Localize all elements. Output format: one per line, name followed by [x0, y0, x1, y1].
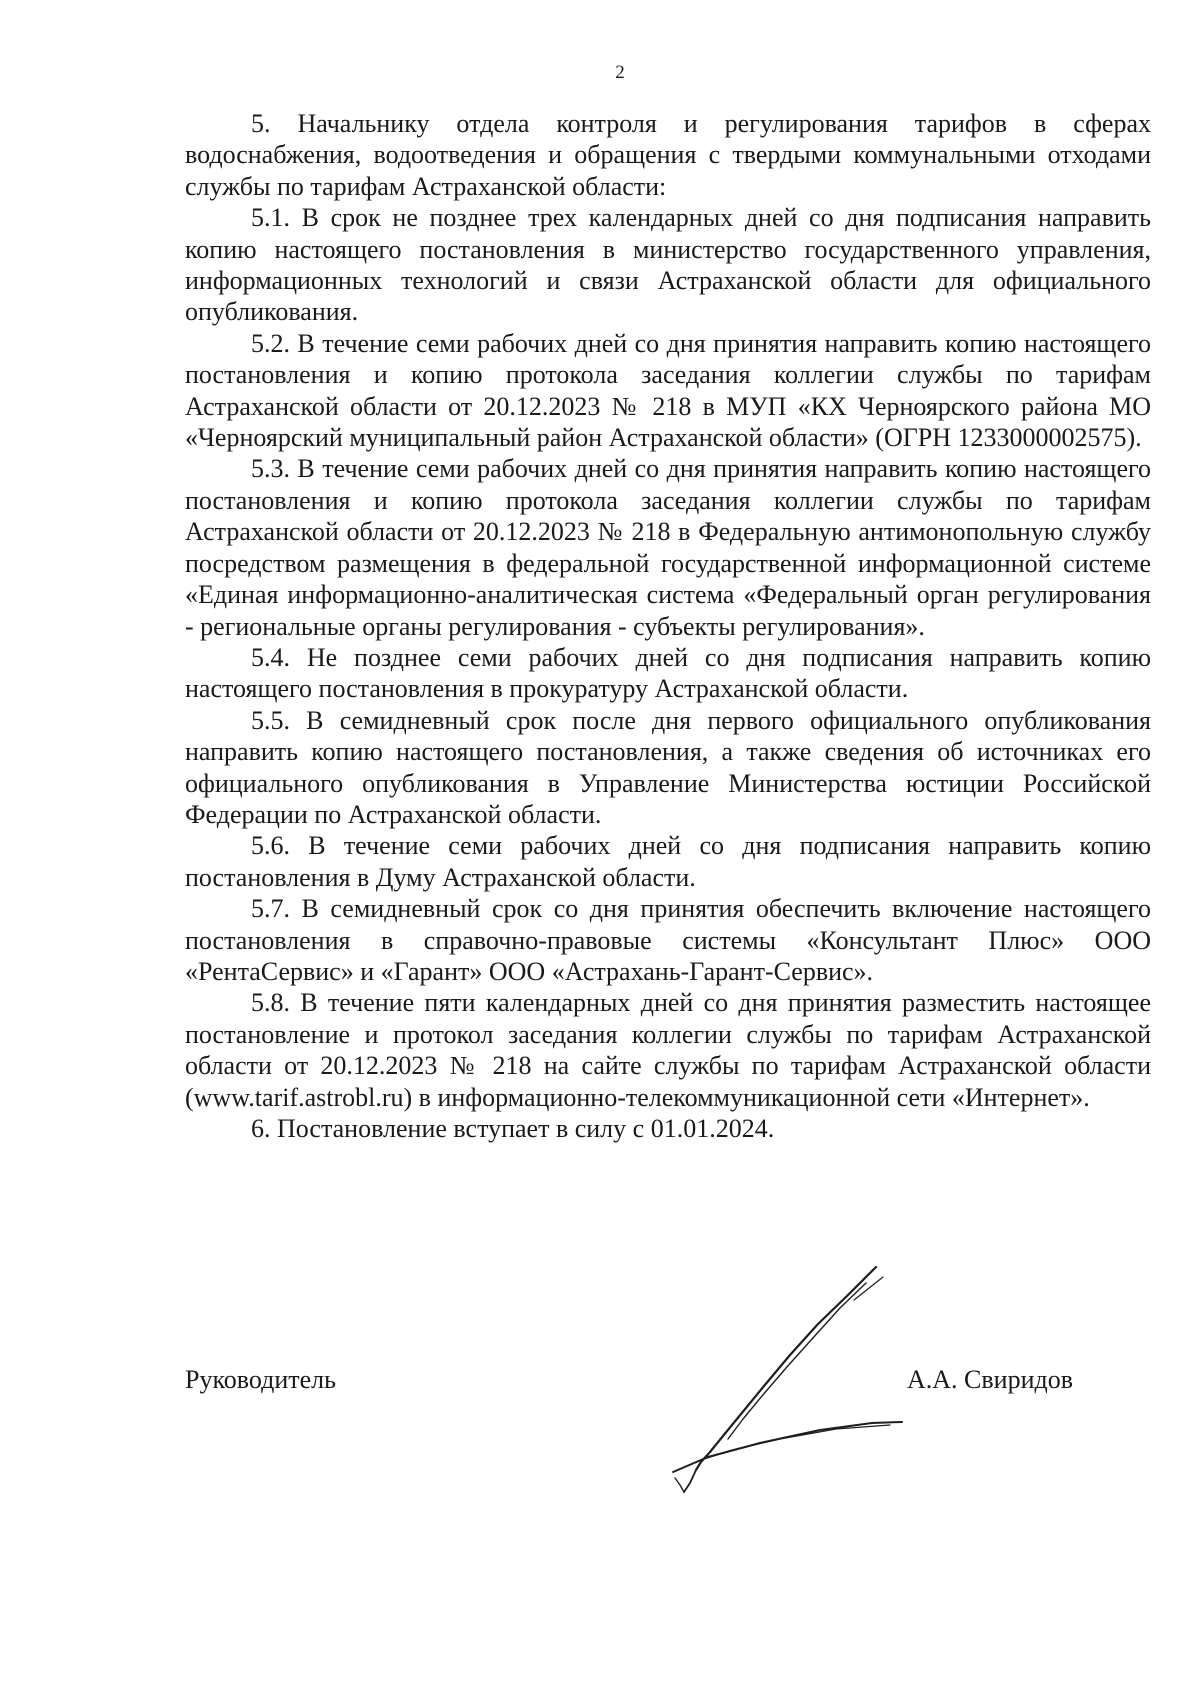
page-number: 2	[615, 62, 625, 83]
paragraph-5-2: 5.2. В течение семи рабочих дней со дня принятия направить копию настоящего постановления и копию протокола заседания коллегии службы по тарифам Астраханской области от 20.12.2023 № 218 в МУП «КХ Черноярского района МО «Черноярский муниципальный район Астраханской области» (ОГРН 1233000002575).	[185, 328, 1151, 453]
paragraph-5-8: 5.8. В течение пяти календарных дней со дня принятия разместить настоящее постановление и протокол заседания коллегии службы по тарифам Астраханской области от 20.12.2023 № 218 на сайте службы по тарифам Астраханской области (www.tarif.astrobl.ru) в информационно-телекоммуникационной сети «Интернет».	[185, 988, 1151, 1112]
paragraph-5-1: 5.1. В срок не позднее трех календарных дней со дня подписания направить копию настоящего постановления в министерство государственного управления, информационных технологий и связи Астраханской области для официального опубликования.	[185, 203, 1151, 327]
signature-name: А.А. Свиридов	[907, 1365, 1074, 1394]
signature-role: Руководитель	[185, 1365, 336, 1394]
signature-block	[185, 1365, 1151, 1405]
paragraph-5-6: 5.6. В течение семи рабочих дней со дня подписания направить копию постановления в Думу Астраханской области.	[185, 831, 1151, 892]
document-body	[185, 108, 1151, 1144]
paragraph-5-4: 5.4. Не позднее семи рабочих дней со дня подписания направить копию настоящего постановления в прокуратуру Астраханской области.	[185, 642, 1151, 704]
paragraph-5-5: 5.5. В семидневный срок после дня первого официального опубликования направить копию настоящего постановления, а также сведения об источниках его официального опубликования в Управление Министерства юстиции Российской Федерации по Астраханской области.	[185, 705, 1151, 829]
paragraph-5: 5. Начальнику отдела контроля и регулирования тарифов в сферах водоснабжения, водоотведения и обращения с твердыми коммунальными отходами службы по тарифам Астраханской области:	[185, 109, 1151, 201]
paragraph-5-7: 5.7. В семидневный срок со дня принятия обеспечить включение настоящего постановления в справочно-правовые системы «Консультант Плюс» ООО «РентаСервис» и «Гарант» ООО «Астрахань-Гарант-Сервис».	[185, 894, 1151, 986]
paragraph-5-3: 5.3. В течение семи рабочих дней со дня принятия направить копию настоящего постановления и копию протокола заседания коллегии службы по тарифам Астраханской области от 20.12.2023 № 218 в Федеральную антимонопольную службу посредством размещения в федеральной государственной информационной системе «Единая информационно-аналитическая система «Федеральный орган регулирования - региональные органы регулирования - субъекты регулирования».	[185, 454, 1151, 641]
paragraph-6: 6. Постановление вступает в силу с 01.01.2024.	[251, 1114, 775, 1143]
